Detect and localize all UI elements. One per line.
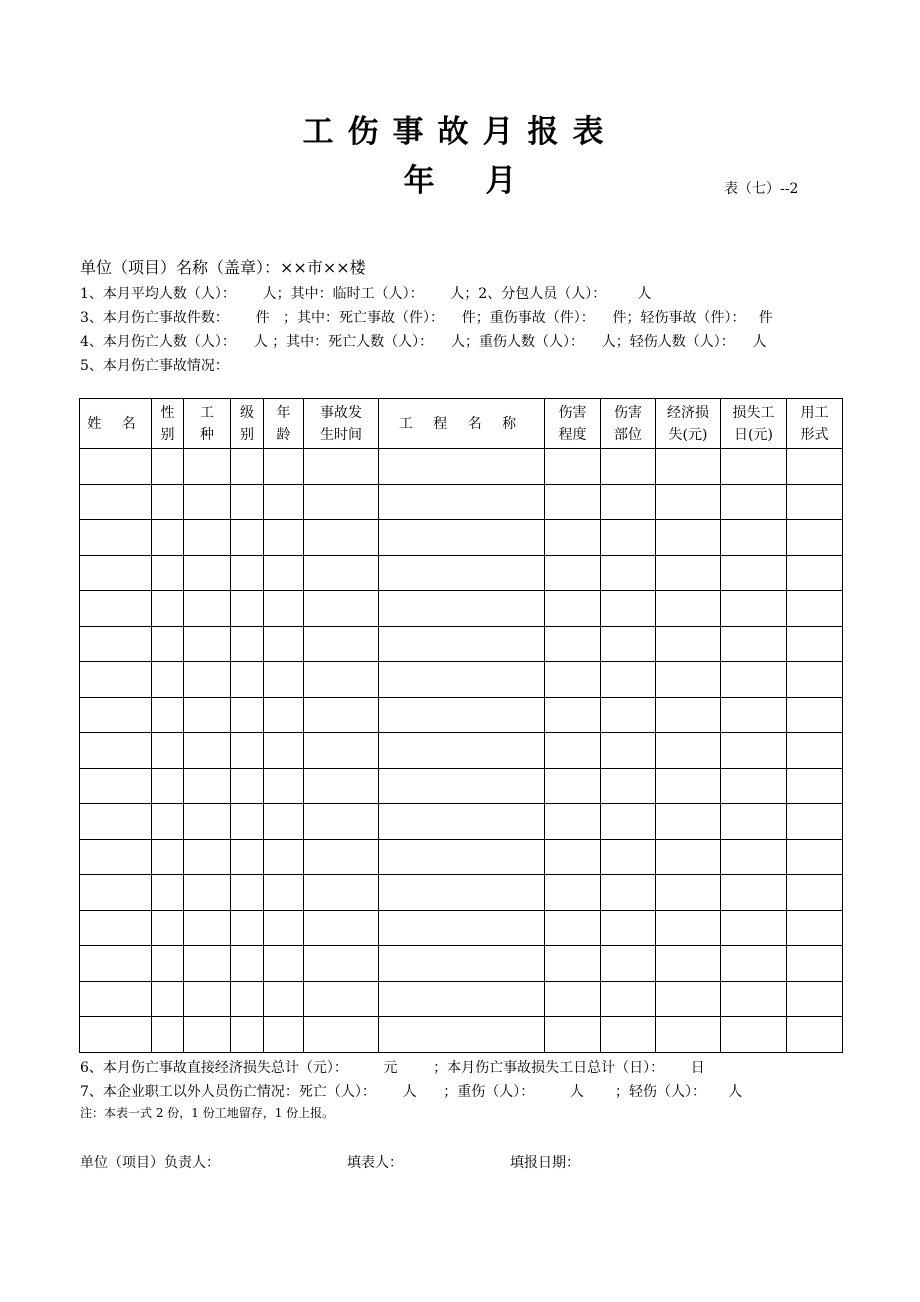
cell-employment[interactable]: [787, 697, 843, 733]
cell-employment[interactable]: [787, 910, 843, 946]
cell-trade[interactable]: [184, 839, 231, 875]
fill-date-label: 填报日期：: [510, 1155, 580, 1171]
cell-gender[interactable]: [152, 946, 184, 982]
cell-trade[interactable]: [184, 555, 231, 591]
cell-days[interactable]: [721, 626, 787, 662]
cell-name[interactable]: [80, 555, 152, 591]
cell-severity[interactable]: [545, 555, 601, 591]
cell-trade[interactable]: [184, 484, 231, 520]
cell-grade[interactable]: [231, 875, 264, 911]
cell-loss[interactable]: [656, 839, 721, 875]
cell-days[interactable]: [721, 662, 787, 698]
cell-gender[interactable]: [152, 768, 184, 804]
col-header-age: 年 龄: [264, 399, 304, 449]
cell-gender[interactable]: [152, 875, 184, 911]
cell-name[interactable]: [80, 910, 152, 946]
table-row: [80, 591, 843, 627]
cell-grade[interactable]: [231, 697, 264, 733]
cell-part[interactable]: [601, 449, 656, 485]
cell-loss[interactable]: [656, 555, 721, 591]
cell-project[interactable]: [379, 733, 545, 769]
cell-loss[interactable]: [656, 626, 721, 662]
cell-loss[interactable]: [656, 981, 721, 1017]
cell-trade[interactable]: [184, 697, 231, 733]
cell-time[interactable]: [304, 449, 379, 485]
cell-loss[interactable]: [656, 804, 721, 840]
cell-age[interactable]: [264, 555, 304, 591]
cell-days[interactable]: [721, 981, 787, 1017]
table-row: [80, 555, 843, 591]
cell-name[interactable]: [80, 946, 152, 982]
cell-gender[interactable]: [152, 449, 184, 485]
cell-loss[interactable]: [656, 662, 721, 698]
cell-trade[interactable]: [184, 626, 231, 662]
economic-loss-total-line: 6、本月伤亡事故直接经济损失总计（元）： 元 ；本月伤亡事故损失工日总计（日）： 日: [80, 1060, 705, 1076]
cell-days[interactable]: [721, 697, 787, 733]
cell-gender[interactable]: [152, 591, 184, 627]
table-row: [80, 768, 843, 804]
cell-name[interactable]: [80, 484, 152, 520]
cell-days[interactable]: [721, 449, 787, 485]
cell-severity[interactable]: [545, 1017, 601, 1053]
cell-loss[interactable]: [656, 520, 721, 556]
cell-gender[interactable]: [152, 697, 184, 733]
cell-part[interactable]: [601, 697, 656, 733]
cell-severity[interactable]: [545, 484, 601, 520]
cell-loss[interactable]: [656, 768, 721, 804]
cell-name[interactable]: [80, 804, 152, 840]
cell-time[interactable]: [304, 555, 379, 591]
cell-project[interactable]: [379, 804, 545, 840]
cell-days[interactable]: [721, 591, 787, 627]
cell-part[interactable]: [601, 768, 656, 804]
casualty-table: [79, 398, 843, 1053]
col-header-injury-part: 伤害 部位: [601, 399, 656, 449]
cell-time[interactable]: [304, 946, 379, 982]
cell-part[interactable]: [601, 839, 656, 875]
cell-project[interactable]: [379, 555, 545, 591]
table-row: [80, 839, 843, 875]
table-row: [80, 981, 843, 1017]
cell-loss[interactable]: [656, 946, 721, 982]
col-header-gender: 性 别: [152, 399, 184, 449]
cell-severity[interactable]: [545, 981, 601, 1017]
cell-part[interactable]: [601, 946, 656, 982]
cell-grade[interactable]: [231, 555, 264, 591]
cell-time[interactable]: [304, 520, 379, 556]
cell-trade[interactable]: [184, 1017, 231, 1053]
cell-employment[interactable]: [787, 626, 843, 662]
cell-grade[interactable]: [231, 662, 264, 698]
cell-grade[interactable]: [231, 520, 264, 556]
cell-days[interactable]: [721, 804, 787, 840]
cell-gender[interactable]: [152, 626, 184, 662]
cell-age[interactable]: [264, 946, 304, 982]
cell-project[interactable]: [379, 875, 545, 911]
cell-grade[interactable]: [231, 626, 264, 662]
cell-trade[interactable]: [184, 875, 231, 911]
cell-name[interactable]: [80, 1017, 152, 1053]
cell-severity[interactable]: [545, 875, 601, 911]
cell-grade[interactable]: [231, 484, 264, 520]
cell-gender[interactable]: [152, 910, 184, 946]
cell-age[interactable]: [264, 804, 304, 840]
cell-project[interactable]: [379, 662, 545, 698]
cell-grade[interactable]: [231, 839, 264, 875]
cell-time[interactable]: [304, 1017, 379, 1053]
cell-age[interactable]: [264, 839, 304, 875]
cell-trade[interactable]: [184, 733, 231, 769]
col-header-employment-type: 用工 形式: [787, 399, 843, 449]
cell-employment[interactable]: [787, 768, 843, 804]
cell-part[interactable]: [601, 591, 656, 627]
cell-employment[interactable]: [787, 449, 843, 485]
cell-gender[interactable]: [152, 981, 184, 1017]
cell-name[interactable]: [80, 733, 152, 769]
table-body: [80, 449, 843, 1053]
accident-count-line: 3、本月伤亡事故件数： 件 ；其中：死亡事故（件）： 件；重伤事故（件）： 件；轻伤事故（件）： 件: [80, 310, 773, 326]
cell-days[interactable]: [721, 1017, 787, 1053]
cell-severity[interactable]: [545, 449, 601, 485]
cell-age[interactable]: [264, 733, 304, 769]
cell-age[interactable]: [264, 981, 304, 1017]
cell-name[interactable]: [80, 626, 152, 662]
cell-project[interactable]: [379, 839, 545, 875]
cell-employment[interactable]: [787, 804, 843, 840]
cell-trade[interactable]: [184, 768, 231, 804]
cell-name[interactable]: [80, 697, 152, 733]
cell-severity[interactable]: [545, 946, 601, 982]
cell-time[interactable]: [304, 591, 379, 627]
col-header-project-name: 工 程 名 称: [379, 399, 545, 449]
cell-project[interactable]: [379, 520, 545, 556]
cell-gender[interactable]: [152, 804, 184, 840]
unit-name-field: 单位（项目）名称（盖章）：××市××楼: [80, 258, 366, 277]
cell-project[interactable]: [379, 981, 545, 1017]
cell-trade[interactable]: [184, 520, 231, 556]
cell-project[interactable]: [379, 626, 545, 662]
col-header-accident-time: 事故发 生时间: [304, 399, 379, 449]
cell-gender[interactable]: [152, 520, 184, 556]
cell-part[interactable]: [601, 910, 656, 946]
form-number: 表（七）--2: [724, 181, 799, 197]
cell-employment[interactable]: [787, 733, 843, 769]
cell-severity[interactable]: [545, 520, 601, 556]
cell-age[interactable]: [264, 875, 304, 911]
cell-name[interactable]: [80, 520, 152, 556]
table-row: [80, 626, 843, 662]
cell-trade[interactable]: [184, 449, 231, 485]
cell-severity[interactable]: [545, 839, 601, 875]
avg-headcount-line: 1、本月平均人数（人）： 人；其中：临时工（人）： 人；2、分包人员（人）： 人: [80, 286, 652, 302]
cell-time[interactable]: [304, 662, 379, 698]
col-header-trade: 工 种: [184, 399, 231, 449]
table-row: [80, 697, 843, 733]
report-title: 工伤事故月报表: [302, 114, 618, 150]
cell-project[interactable]: [379, 591, 545, 627]
cell-employment[interactable]: [787, 1017, 843, 1053]
cell-project[interactable]: [379, 1017, 545, 1053]
cell-part[interactable]: [601, 555, 656, 591]
report-period: 年 月: [403, 163, 517, 199]
cell-gender[interactable]: [152, 484, 184, 520]
cell-age[interactable]: [264, 1017, 304, 1053]
cell-name[interactable]: [80, 449, 152, 485]
cell-loss[interactable]: [656, 449, 721, 485]
cell-project[interactable]: [379, 484, 545, 520]
cell-grade[interactable]: [231, 910, 264, 946]
cell-part[interactable]: [601, 981, 656, 1017]
cell-project[interactable]: [379, 910, 545, 946]
cell-name[interactable]: [80, 839, 152, 875]
cell-loss[interactable]: [656, 591, 721, 627]
cell-grade[interactable]: [231, 733, 264, 769]
cell-trade[interactable]: [184, 946, 231, 982]
cell-part[interactable]: [601, 484, 656, 520]
cell-days[interactable]: [721, 484, 787, 520]
col-header-grade: 级 别: [231, 399, 264, 449]
cell-project[interactable]: [379, 697, 545, 733]
cell-employment[interactable]: [787, 555, 843, 591]
cell-gender[interactable]: [152, 733, 184, 769]
cell-time[interactable]: [304, 768, 379, 804]
cell-employment[interactable]: [787, 839, 843, 875]
cell-employment[interactable]: [787, 591, 843, 627]
cell-project[interactable]: [379, 946, 545, 982]
cell-grade[interactable]: [231, 946, 264, 982]
cell-name[interactable]: [80, 875, 152, 911]
cell-trade[interactable]: [184, 804, 231, 840]
cell-employment[interactable]: [787, 484, 843, 520]
cell-gender[interactable]: [152, 839, 184, 875]
cell-time[interactable]: [304, 626, 379, 662]
cell-part[interactable]: [601, 1017, 656, 1053]
cell-age[interactable]: [264, 662, 304, 698]
cell-grade[interactable]: [231, 981, 264, 1017]
cell-age[interactable]: [264, 626, 304, 662]
table-row: [80, 484, 843, 520]
cell-employment[interactable]: [787, 520, 843, 556]
cell-days[interactable]: [721, 875, 787, 911]
cell-time[interactable]: [304, 875, 379, 911]
cell-name[interactable]: [80, 662, 152, 698]
col-header-lost-workdays: 损失工 日(元): [721, 399, 787, 449]
cell-employment[interactable]: [787, 946, 843, 982]
cell-loss[interactable]: [656, 484, 721, 520]
cell-age[interactable]: [264, 484, 304, 520]
cell-loss[interactable]: [656, 697, 721, 733]
table-row: [80, 733, 843, 769]
cell-part[interactable]: [601, 520, 656, 556]
cell-employment[interactable]: [787, 662, 843, 698]
cell-time[interactable]: [304, 697, 379, 733]
cell-grade[interactable]: [231, 804, 264, 840]
cell-days[interactable]: [721, 910, 787, 946]
table-row: [80, 449, 843, 485]
cell-days[interactable]: [721, 946, 787, 982]
cell-gender[interactable]: [152, 1017, 184, 1053]
cell-gender[interactable]: [152, 662, 184, 698]
table-row: [80, 910, 843, 946]
cell-age[interactable]: [264, 520, 304, 556]
cell-grade[interactable]: [231, 768, 264, 804]
casualty-count-line: 4、本月伤亡人数（人）： 人 ；其中：死亡人数（人）： 人；重伤人数（人）： 人；轻伤人数（人）： 人: [80, 334, 767, 350]
cell-days[interactable]: [721, 733, 787, 769]
cell-employment[interactable]: [787, 875, 843, 911]
cell-loss[interactable]: [656, 1017, 721, 1053]
cell-severity[interactable]: [545, 697, 601, 733]
table-row: [80, 875, 843, 911]
cell-name[interactable]: [80, 981, 152, 1017]
cell-severity[interactable]: [545, 662, 601, 698]
cell-part[interactable]: [601, 875, 656, 911]
cell-days[interactable]: [721, 768, 787, 804]
cell-days[interactable]: [721, 839, 787, 875]
cell-time[interactable]: [304, 804, 379, 840]
cell-name[interactable]: [80, 591, 152, 627]
table-row: [80, 520, 843, 556]
cell-severity[interactable]: [545, 626, 601, 662]
cell-part[interactable]: [601, 733, 656, 769]
col-header-name: 姓 名: [80, 399, 152, 449]
table-row: [80, 946, 843, 982]
cell-grade[interactable]: [231, 1017, 264, 1053]
cell-time[interactable]: [304, 910, 379, 946]
filler-label: 填表人：: [347, 1155, 403, 1171]
cell-time[interactable]: [304, 484, 379, 520]
cell-trade[interactable]: [184, 910, 231, 946]
cell-time[interactable]: [304, 981, 379, 1017]
cell-age[interactable]: [264, 591, 304, 627]
cell-severity[interactable]: [545, 733, 601, 769]
cell-severity[interactable]: [545, 768, 601, 804]
cell-age[interactable]: [264, 910, 304, 946]
cell-time[interactable]: [304, 839, 379, 875]
cell-age[interactable]: [264, 449, 304, 485]
cell-name[interactable]: [80, 768, 152, 804]
cell-severity[interactable]: [545, 910, 601, 946]
col-header-economic-loss: 经济损 失(元): [656, 399, 721, 449]
cell-age[interactable]: [264, 697, 304, 733]
cell-days[interactable]: [721, 520, 787, 556]
cell-trade[interactable]: [184, 591, 231, 627]
responsible-person-label: 单位（项目）负责人：: [80, 1155, 220, 1171]
accident-detail-heading: 5、本月伤亡事故情况：: [80, 358, 229, 374]
cell-days[interactable]: [721, 555, 787, 591]
cell-loss[interactable]: [656, 910, 721, 946]
cell-trade[interactable]: [184, 981, 231, 1017]
table-header-row: [80, 399, 843, 449]
cell-gender[interactable]: [152, 555, 184, 591]
cell-employment[interactable]: [787, 981, 843, 1017]
cell-severity[interactable]: [545, 591, 601, 627]
cell-grade[interactable]: [231, 449, 264, 485]
cell-project[interactable]: [379, 449, 545, 485]
cell-loss[interactable]: [656, 733, 721, 769]
form-note: 注：本表一式 2 份，1 份工地留存，1 份上报。: [80, 1106, 335, 1120]
cell-part[interactable]: [601, 626, 656, 662]
table-row: [80, 662, 843, 698]
cell-severity[interactable]: [545, 804, 601, 840]
cell-grade[interactable]: [231, 591, 264, 627]
cell-trade[interactable]: [184, 662, 231, 698]
cell-time[interactable]: [304, 733, 379, 769]
col-header-injury-severity: 伤害 程度: [545, 399, 601, 449]
table-row: [80, 804, 843, 840]
external-casualty-line: 7、本企业职工以外人员伤亡情况：死亡（人）： 人 ；重伤（人）： 人 ；轻伤（人）： 人: [80, 1084, 743, 1100]
cell-loss[interactable]: [656, 875, 721, 911]
table-row: [80, 1017, 843, 1053]
cell-age[interactable]: [264, 768, 304, 804]
cell-part[interactable]: [601, 662, 656, 698]
cell-project[interactable]: [379, 768, 545, 804]
cell-part[interactable]: [601, 804, 656, 840]
